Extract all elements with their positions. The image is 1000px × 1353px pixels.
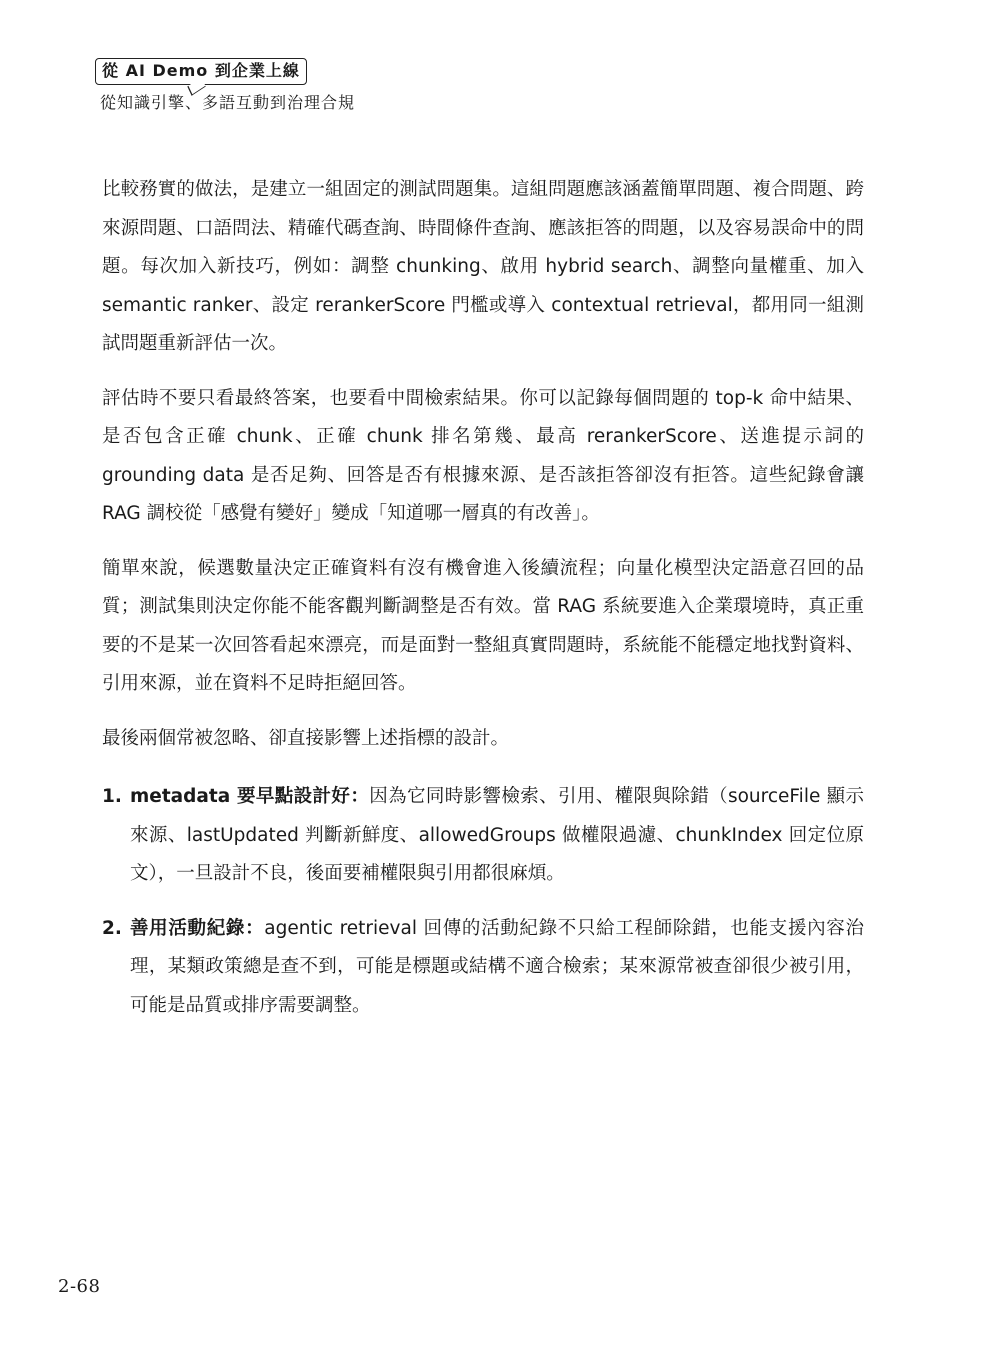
list-term: metadata 要早點設計好： — [130, 786, 370, 807]
running-header — [95, 58, 355, 114]
list-number: 2. — [102, 917, 122, 939]
paragraph-summary: 簡單來說，候選數量決定正確資料有沒有機會進入後續流程；向量化模型決定語意召回的品質；測試集則決定你能不能客觀判斷調整是否有效。當 RAG 系統要進入企業環境時，真正重要的不是某一次回答看起來漂亮，而是面對一整組真實問題時，系統能不能穩定地找對資料、引用來源，並在資料不足時拒絕回答。 — [102, 557, 864, 694]
page-number: 2-68 — [58, 1276, 101, 1297]
book-subtitle: 從知識引擎、多語互動到治理合規 — [100, 93, 356, 112]
page-body — [102, 171, 864, 1041]
paragraph-test-set: 比較務實的做法，是建立一組固定的測試問題集。這組問題應該涵蓋簡單問題、複合問題、跨來源問題、口語問法、精確代碼查詢、時間條件查詢、應該拒答的問題，以及容易誤命中的問題。每次加入新技巧，例如：調整 chunking、啟用 hybrid search、調整向量權重、加入 semantic ranker、設定 rerankerScore 門檻或導入 contextual retrieval，都用同一組測試問題重新評估一次。 — [102, 179, 864, 354]
book-title: 從 AI Demo 到企業上線 — [95, 58, 307, 85]
list-item — [102, 910, 864, 1026]
list-item — [102, 778, 864, 894]
paragraph-intro-list: 最後兩個常被忽略、卻直接影響上述指標的設計。 — [102, 727, 510, 749]
list-text: 因為它同時影響檢索、引用、權限與除錯（sourceFile 顯示來源、lastUpdated 判斷新鮮度、allowedGroups 做權限過濾、chunkIndex 回定位原文），一旦設計不良，後面要補權限與引用都很麻煩。 — [130, 786, 864, 884]
list-number: 1. — [102, 786, 122, 807]
paragraph-evaluation: 評估時不要只看最終答案，也要看中間檢索結果。你可以記錄每個問題的 top-k 命中結果、是否包含正確 chunk、正確 chunk 排名第幾、最高 rerankerScore、送進提示詞的 grounding data 是否足夠、回答是否有根據來源、是否該拒答卻沒有拒答。這些紀錄會讓 RAG 調校從「感覺有變好」變成「知道哪一層真的有改善」。 — [102, 387, 864, 524]
list-term: 善用活動紀錄： — [130, 917, 265, 939]
numbered-list — [102, 778, 864, 1025]
list-text: agentic retrieval 回傳的活動紀錄不只給工程師除錯，也能支援內容治理，某類政策總是查不到，可能是標題或結構不適合檢索；某來源常被查卻很少被引用，可能是品質或排序需要調整。 — [130, 917, 864, 1016]
